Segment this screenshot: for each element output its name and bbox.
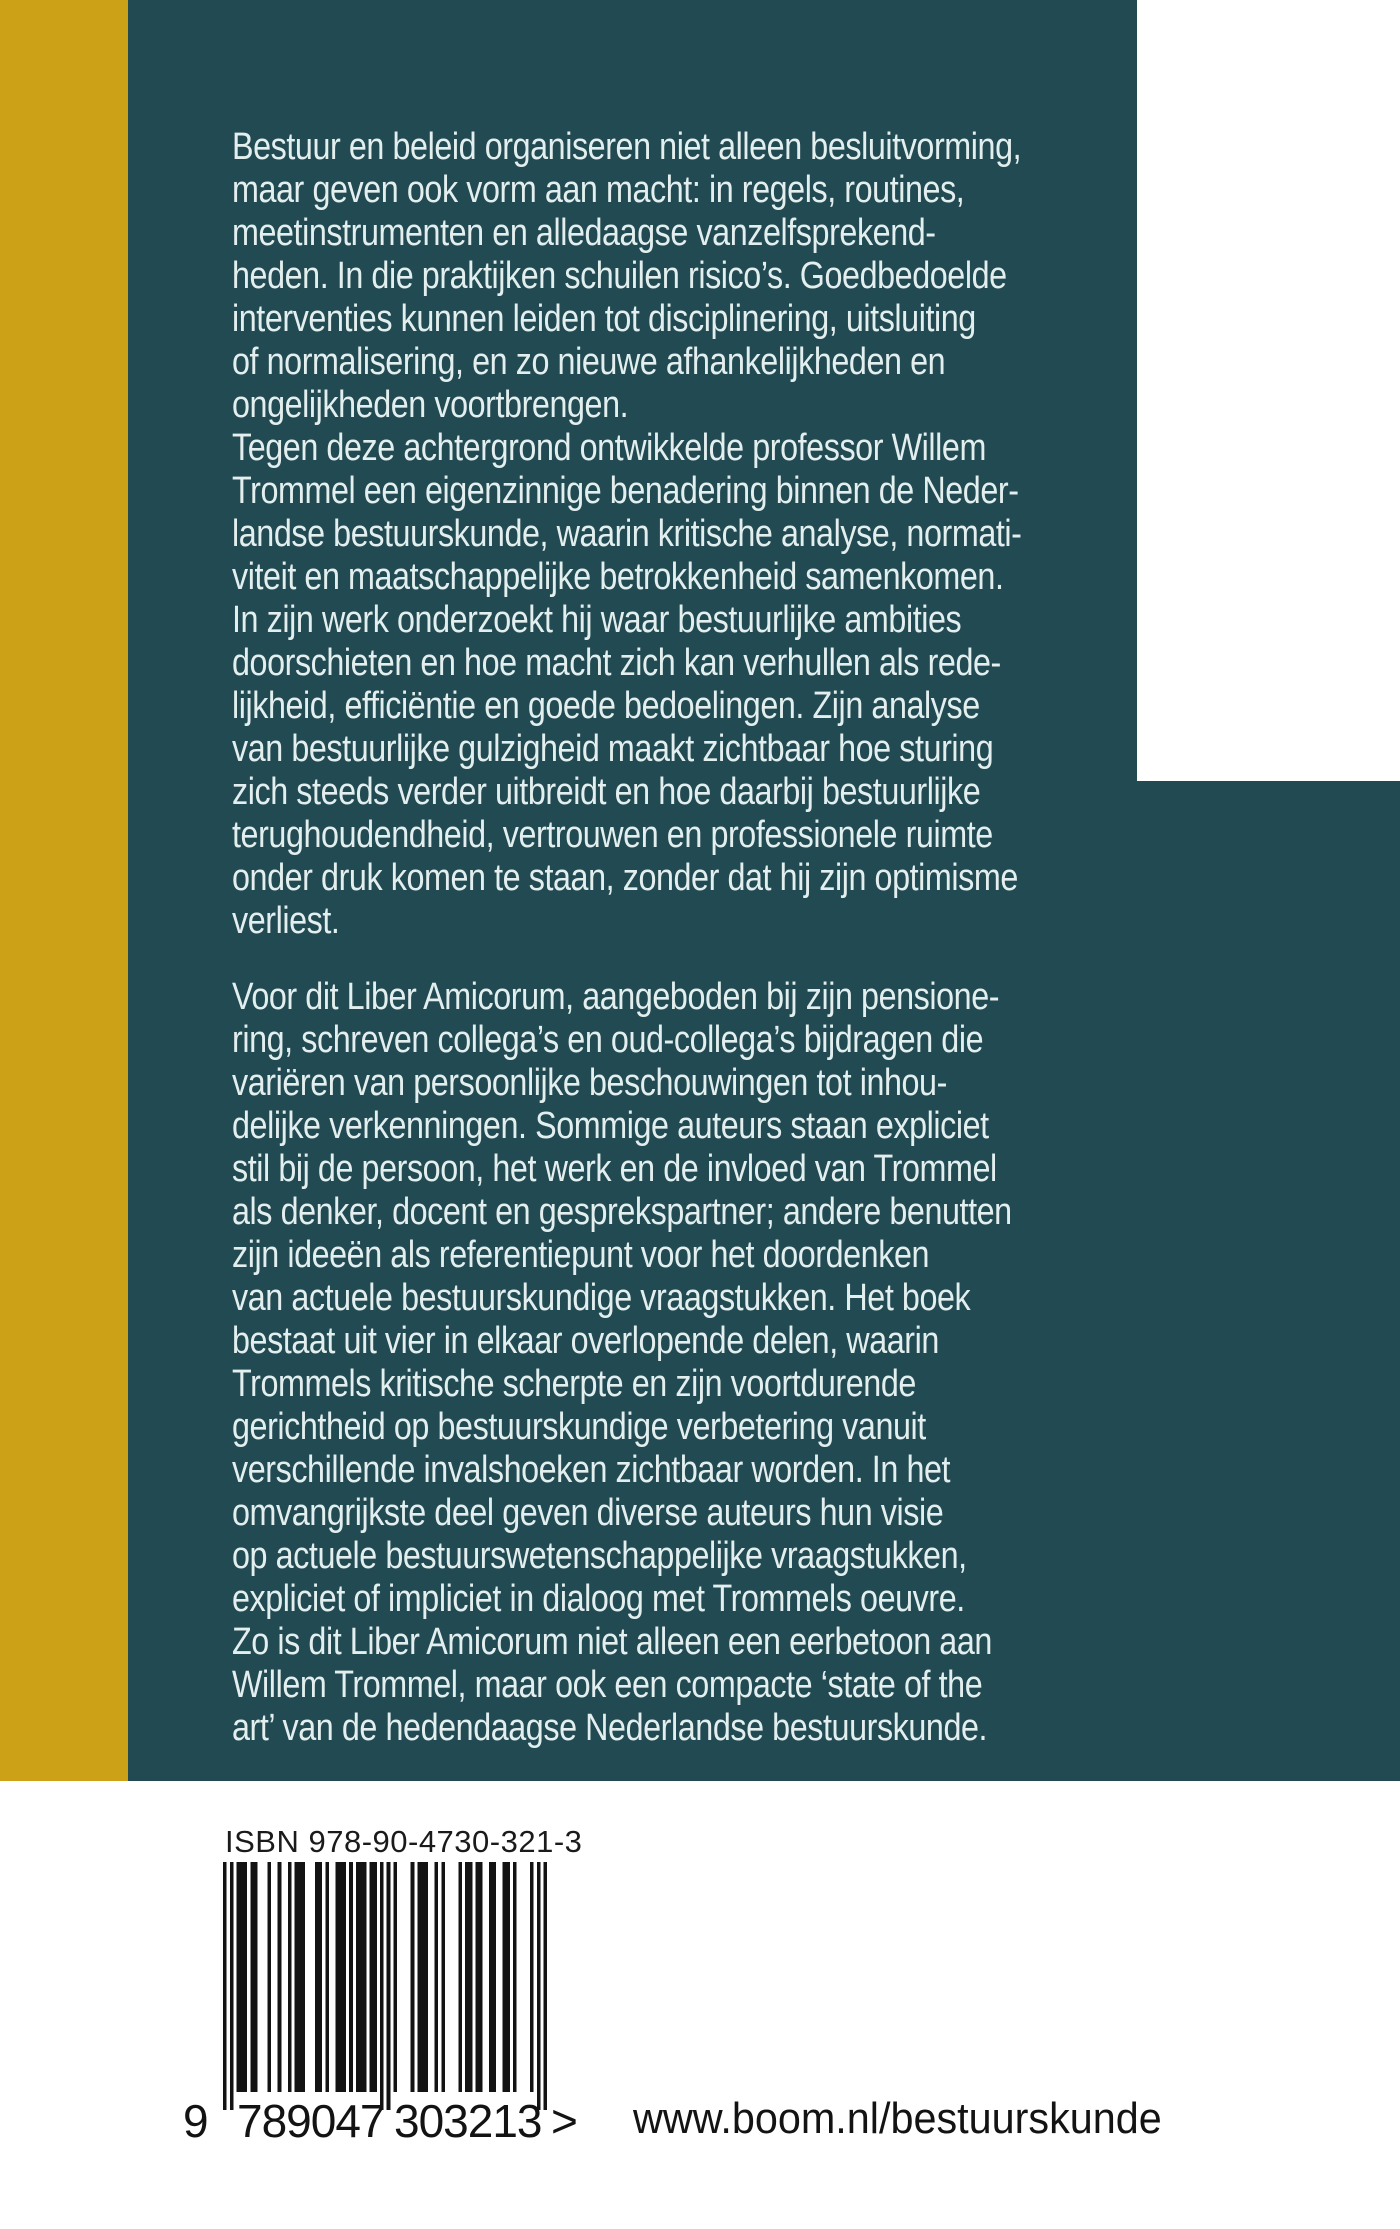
blurb-paragraph-1: [232, 126, 1161, 943]
ean13-barcode: [223, 1862, 547, 2110]
blurb-line: art’ van de hedendaagse Nederlandse bestuurskunde.: [232, 1707, 988, 1749]
blurb-line: terughoudendheid, vertrouwen en professionele ruimte: [232, 814, 993, 856]
blurb-line: heden. In die praktijken schuilen risico’s. Goedbedoelde: [232, 255, 1007, 297]
blurb-line: zijn ideeën als referentiepunt voor het doordenken: [232, 1234, 930, 1276]
blurb-line: maar geven ook vorm aan macht: in regels, routines,: [232, 169, 965, 211]
blurb-line: Bestuur en beleid organiseren niet alleen besluitvorming,: [232, 126, 1022, 168]
website-url: www.boom.nl/bestuurskunde: [633, 2094, 1162, 2143]
blurb-text: [232, 126, 1161, 1750]
blurb-line: viteit en maatschappelijke betrokkenheid samenkomen.: [232, 556, 1004, 598]
blurb-line: In zijn werk onderzoekt hij waar bestuurlijke ambities: [232, 599, 962, 641]
blurb-line: stil bij de persoon, het werk en de invloed van Trommel: [232, 1148, 997, 1190]
top-right-white-panel: [1137, 0, 1400, 781]
blurb-line: op actuele bestuurswetenschappelijke vraagstukken,: [232, 1535, 967, 1577]
blurb-line: Zo is dit Liber Amicorum niet alleen een eerbetoon aan: [232, 1621, 992, 1663]
blurb-line: expliciet of impliciet in dialoog met Trommels oeuvre.: [232, 1578, 965, 1620]
blurb-line: van actuele bestuurskundige vraagstukken. Het boek: [232, 1277, 971, 1319]
blurb-line: als denker, docent en gesprekspartner; andere benutten: [232, 1191, 1012, 1233]
blurb-line: bestaat uit vier in elkaar overlopende delen, waarin: [232, 1320, 939, 1362]
blurb-line: onder druk komen te staan, zonder dat hij zijn optimisme: [232, 857, 1018, 899]
isbn-label: ISBN 978-90-4730-321-3: [225, 1824, 583, 1859]
barcode-lead-digit: 9: [183, 2095, 209, 2147]
blurb-line: verschillende invalshoeken zichtbaar worden. In het: [232, 1449, 951, 1491]
back-cover-panel: [128, 0, 1400, 1781]
blurb-line: Tegen deze achtergrond ontwikkelde professor Willem: [232, 427, 986, 469]
footer-area: [0, 1781, 1400, 2229]
blurb-line: verliest.: [232, 900, 340, 942]
blurb-line: Trommel een eigenzinnige benadering binnen de Neder-: [232, 470, 1019, 512]
blurb-line: landse bestuurskunde, waarin kritische analyse, normati-: [232, 513, 1022, 555]
blurb-line: meetinstrumenten en alledaagse vanzelfsprekend-: [232, 212, 936, 254]
blurb-line: omvangrijkste deel geven diverse auteurs hun visie: [232, 1492, 944, 1534]
barcode-right-digits: 303213: [394, 2095, 542, 2147]
blurb-line: ring, schreven collega’s en oud-collega’s bijdragen die: [232, 1019, 984, 1061]
blurb-line: delijke verkenningen. Sommige auteurs staan expliciet: [232, 1105, 989, 1147]
blurb-line: interventies kunnen leiden tot disciplinering, uitsluiting: [232, 298, 976, 340]
blurb-line: van bestuurlijke gulzigheid maakt zichtbaar hoe sturing: [232, 728, 994, 770]
blurb-line: variëren van persoonlijke beschouwingen tot inhou-: [232, 1062, 947, 1104]
blurb-line: lijkheid, efficiëntie en goede bedoelingen. Zijn analyse: [232, 685, 980, 727]
barcode-left-digits: 789047: [237, 2095, 385, 2147]
barcode-arrow: >: [551, 2095, 578, 2147]
blurb-line: ongelijkheden voortbrengen.: [232, 384, 629, 426]
gold-spine-stripe: [0, 0, 128, 1781]
blurb-line: doorschieten en hoe macht zich kan verhullen als rede-: [232, 642, 1001, 684]
blurb-paragraph-2: [232, 976, 1161, 1750]
blurb-line: zich steeds verder uitbreidt en hoe daarbij bestuurlijke: [232, 771, 981, 813]
blurb-line: Trommels kritische scherpte en zijn voortdurende: [232, 1363, 916, 1405]
blurb-line: of normalisering, en zo nieuwe afhankelijkheden en: [232, 341, 946, 383]
blurb-line: Willem Trommel, maar ook een compacte ‘state of the: [232, 1664, 983, 1706]
blurb-line: Voor dit Liber Amicorum, aangeboden bij zijn pensione-: [232, 976, 1000, 1018]
blurb-line: gerichtheid op bestuurskundige verbetering vanuit: [232, 1406, 926, 1448]
